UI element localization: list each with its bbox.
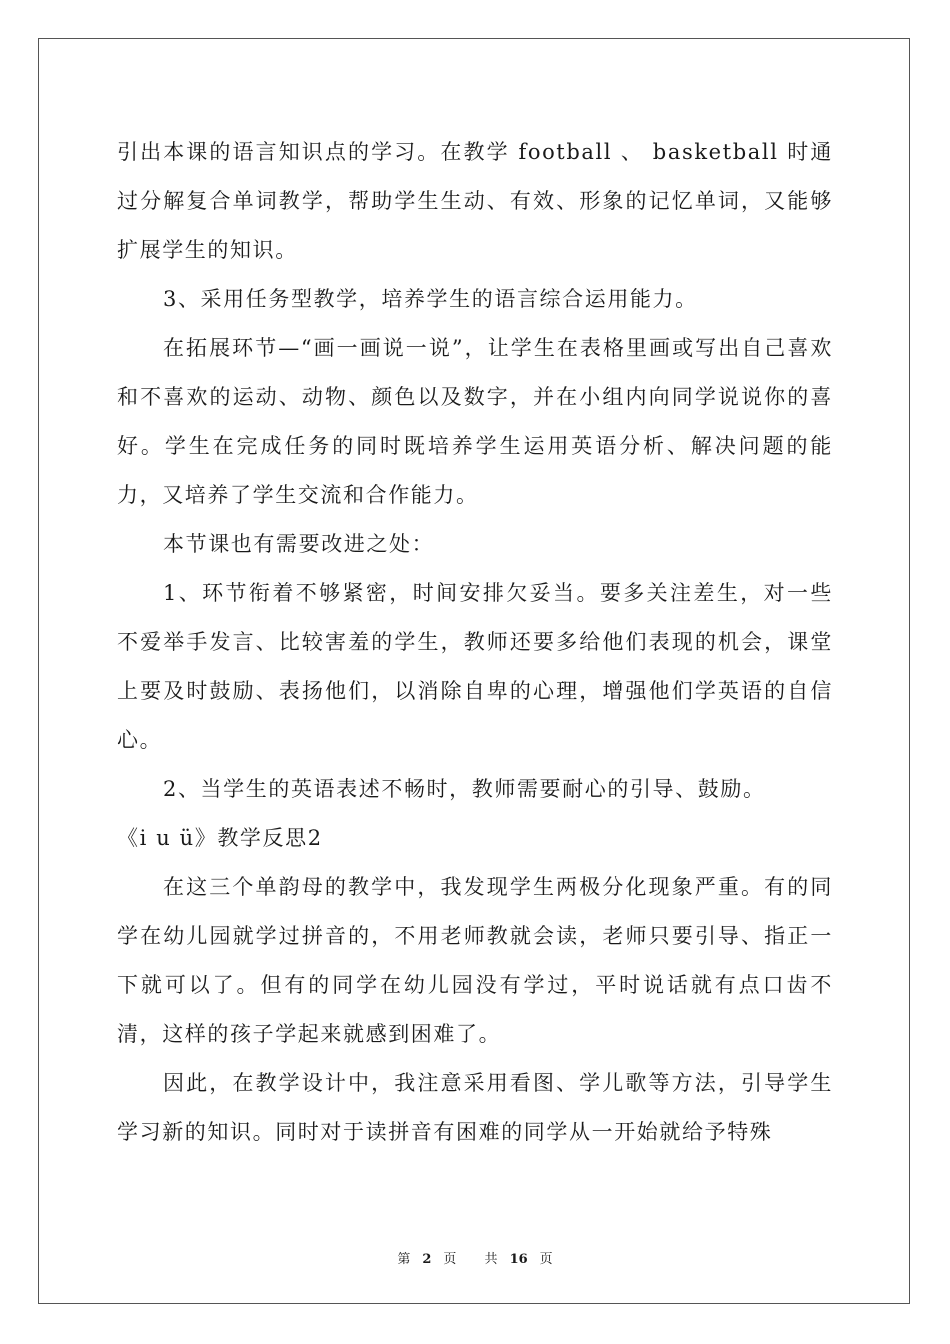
section-heading: 《i u ü》教学反思2 — [117, 826, 323, 850]
total-suffix: 页 — [539, 1252, 553, 1267]
page-total — [479, 1252, 559, 1267]
paragraph-6: 2、当学生的英语表述不畅时，教师需要耐心的引导、鼓励。 — [163, 777, 766, 801]
total-count: 16 — [509, 1252, 528, 1267]
page-number — [391, 1252, 462, 1267]
document-body — [117, 128, 833, 1157]
page-footer — [0, 1248, 950, 1267]
paragraph-8: 因此，在教学设计中，我注意采用看图、学儿歌等方法，引导学生学习新的知识。同时对于读拼音有困难的同学从一开始就给予特殊 — [117, 1071, 833, 1144]
paragraph-4: 本节课也有需要改进之处： — [163, 532, 435, 556]
paragraph-3: 在拓展环节—“画一画说一说”，让学生在表格里画或写出自己喜欢和不喜欢的运动、动物、颜色以及数字，并在小组内向同学说说你的喜好。学生在完成任务的同时既培养学生运用英语分析、解决问题的能力，又培养了学生交流和合作能力。 — [117, 336, 833, 507]
page-prefix: 第 — [397, 1252, 411, 1267]
paragraph-1: 引出本课的语言知识点的学习。在教学 football 、 basketball 时通过分解复合单词教学，帮助学生生动、有效、形象的记忆单词，又能够扩展学生的知识。 — [117, 140, 833, 262]
total-prefix: 共 — [484, 1252, 498, 1267]
page-current: 2 — [422, 1252, 432, 1267]
paragraph-2: 3、采用任务型教学，培养学生的语言综合运用能力。 — [163, 287, 698, 311]
page-suffix: 页 — [443, 1252, 457, 1267]
paragraph-5: 1、环节衔着不够紧密，时间安排欠妥当。要多关注差生，对一些不爱举手发言、比较害羞的学生，教师还要多给他们表现的机会，课堂上要及时鼓励、表扬他们，以消除自卑的心理，增强他们学英语的自信心。 — [117, 581, 833, 752]
paragraph-7: 在这三个单韵母的教学中，我发现学生两极分化现象严重。有的同学在幼儿园就学过拼音的，不用老师教就会读，老师只要引导、指正一下就可以了。但有的同学在幼儿园没有学过，平时说话就有点口齿不清，这样的孩子学起来就感到困难了。 — [117, 875, 833, 1046]
